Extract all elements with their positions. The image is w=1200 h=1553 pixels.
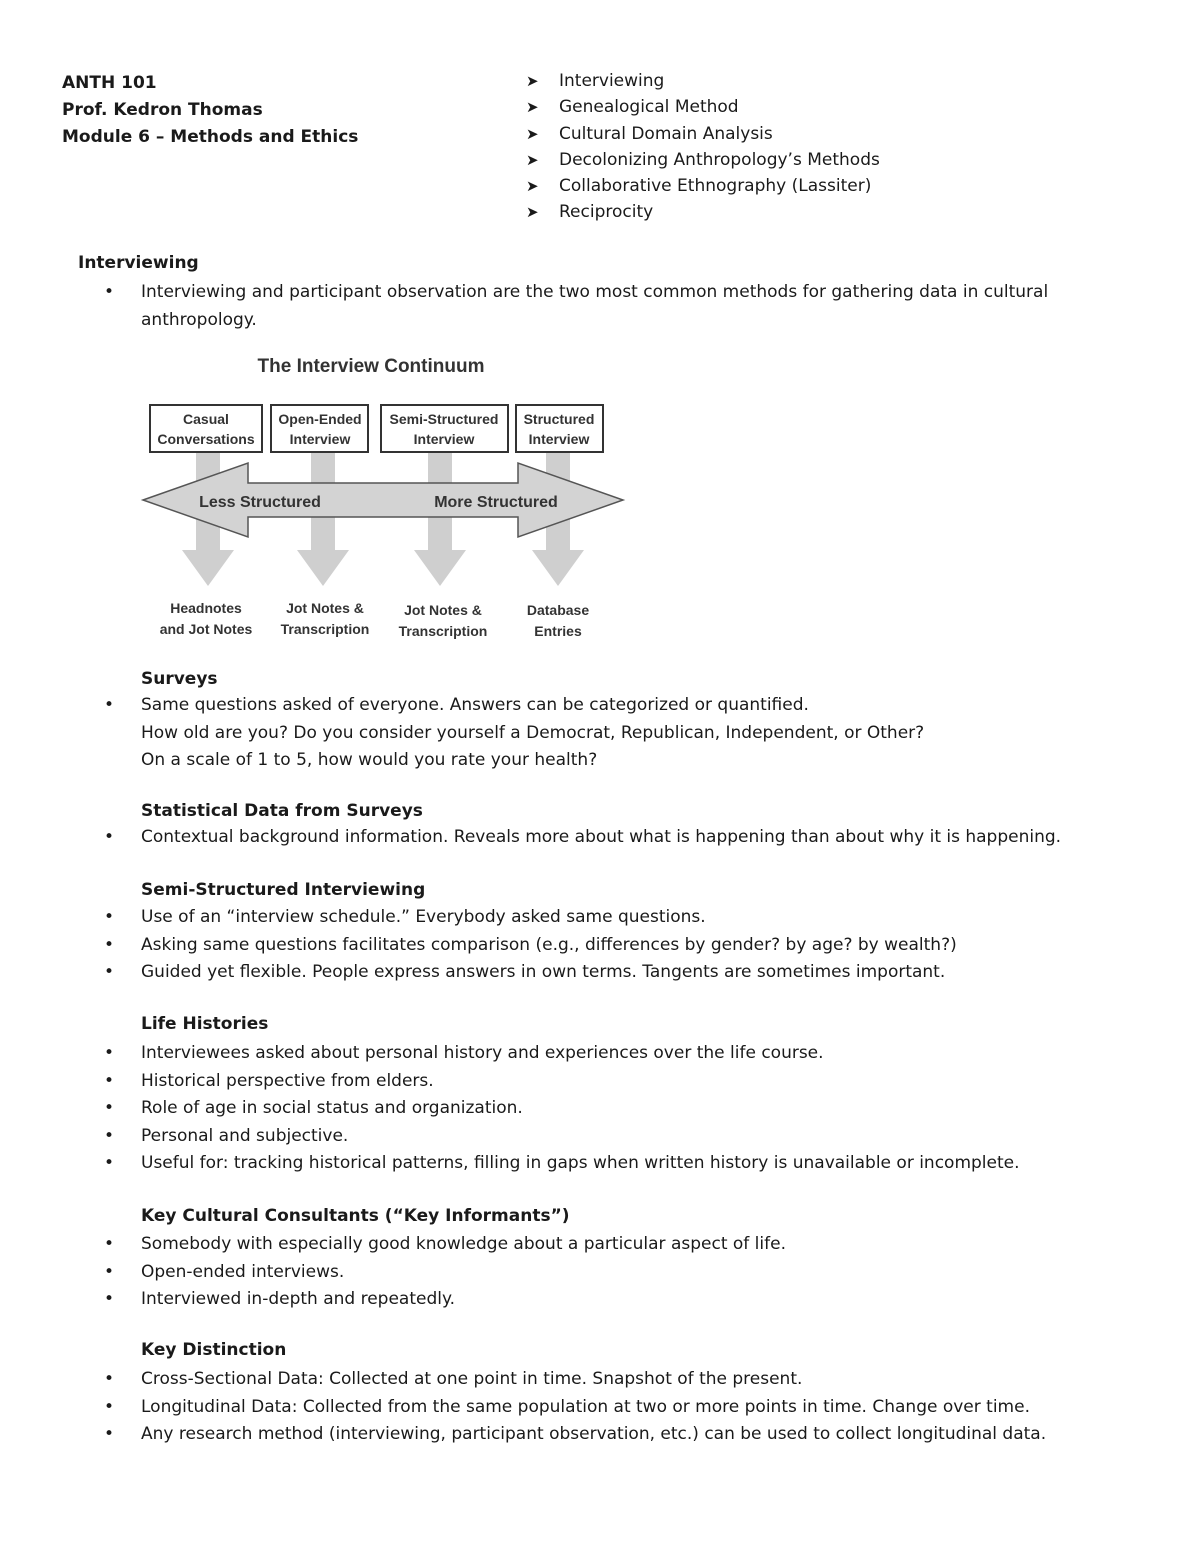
key-consultants-bullets <box>104 1231 1164 1314</box>
box-label: Conversations <box>157 431 255 447</box>
list-item: • Interviewed in-depth and repeatedly. <box>104 1289 456 1309</box>
list-item: • Interviewing and participant observation are the two most common methods for gathering data in cultural anthropology. <box>104 282 1049 330</box>
topic-list <box>526 68 880 226</box>
topic-item: ➤ Collaborative Ethnography (Lassiter) <box>526 173 880 199</box>
course-code: ANTH 101 <box>62 73 157 93</box>
list-item: • Use of an “interview schedule.” Everybody asked same questions. <box>104 907 706 927</box>
statistical-heading: Statistical Data from Surveys <box>141 801 423 821</box>
arrow-bullet-icon: ➤ <box>526 72 539 90</box>
output-label: Entries <box>534 623 582 639</box>
output-label: Headnotes <box>170 600 242 616</box>
list-item: • Interviewees asked about personal history and experiences over the life course. <box>104 1043 824 1063</box>
box-label: Interview <box>528 431 590 447</box>
more-structured-label: More Structured <box>434 494 558 511</box>
semi-structured-bullets <box>104 904 1164 987</box>
box-label: Interview <box>413 431 475 447</box>
topic-item: ➤ Cultural Domain Analysis <box>526 121 880 147</box>
box-label: Structured <box>523 411 595 427</box>
list-item: • Open-ended interviews. <box>104 1261 345 1282</box>
box-label: Open-Ended <box>278 411 362 427</box>
output-label: Jot Notes & <box>286 600 364 616</box>
survey-example-line: On a scale of 1 to 5, how would you rate your health? <box>141 750 598 770</box>
life-histories-bullets <box>104 1040 1164 1178</box>
topic-item: ➤ Reciprocity <box>526 199 880 225</box>
key-distinction-heading: Key Distinction <box>141 1340 287 1360</box>
life-histories-heading: Life Histories <box>141 1014 269 1034</box>
topic-item: ➤ Interviewing <box>526 68 880 94</box>
less-structured-label: Less Structured <box>199 494 321 511</box>
list-item: • Same questions asked of everyone. Answers can be categorized or quantified. <box>104 695 809 715</box>
list-item: • Cross-Sectional Data: Collected at one point in time. Snapshot of the present. <box>104 1369 803 1389</box>
survey-example-line: How old are you? Do you consider yourself a Democrat, Republican, Independent, or Other? <box>141 722 925 743</box>
key-distinction-bullets <box>104 1366 1164 1449</box>
key-consultants-heading: Key Cultural Consultants (“Key Informants”) <box>141 1206 570 1226</box>
output-label: Database <box>526 602 590 618</box>
arrow-bullet-icon: ➤ <box>526 203 539 222</box>
arrow-bullet-icon: ➤ <box>526 177 539 196</box>
arrow-bullet-icon: ➤ <box>526 150 539 169</box>
output-label: Jot Notes & <box>404 602 482 618</box>
output-label: and Jot Notes <box>159 621 253 637</box>
output-label: Transcription <box>398 623 488 639</box>
box-label: Interview <box>289 431 351 447</box>
module-title: Module 6 – Methods and Ethics <box>62 127 359 147</box>
interview-continuum-diagram <box>138 350 638 650</box>
list-item: • Useful for: tracking historical patterns, filling in gaps when written history is unavailable or incomplete. <box>104 1153 1020 1173</box>
list-item: • Role of age in social status and organization. <box>104 1098 523 1118</box>
interviewing-heading: Interviewing <box>78 253 199 273</box>
down-arrow-icon <box>414 450 466 586</box>
surveys-bullets <box>104 692 1164 775</box>
surveys-heading: Surveys <box>141 669 218 689</box>
box-label: Casual <box>183 411 229 427</box>
semi-structured-heading: Semi-Structured Interviewing <box>141 880 426 900</box>
topic-item: ➤ Decolonizing Anthropology’s Methods <box>526 147 880 173</box>
interviewing-bullets <box>104 279 1064 334</box>
list-item: • Asking same questions facilitates comparison (e.g., differences by gender? by age? by wealth?) <box>104 934 957 955</box>
list-item: • Historical perspective from elders. <box>104 1070 434 1091</box>
professor-name: Prof. Kedron Thomas <box>62 100 263 120</box>
topic-item: ➤ Genealogical Method <box>526 94 880 120</box>
arrow-bullet-icon: ➤ <box>526 124 539 143</box>
document-header <box>62 70 358 151</box>
list-item: • Contextual background information. Reveals more about what is happening than about why it is happening. <box>104 827 1062 847</box>
down-arrow-icon <box>297 450 349 586</box>
list-item: • Somebody with especially good knowledge about a particular aspect of life. <box>104 1234 786 1254</box>
list-item: • Guided yet flexible. People express answers in own terms. Tangents are sometimes important. <box>104 962 946 982</box>
output-label: Transcription <box>280 621 370 637</box>
list-item: • Personal and subjective. <box>104 1125 349 1146</box>
diagram-title: The Interview Continuum <box>257 356 485 377</box>
statistical-bullets <box>104 824 1164 852</box>
list-item: • Longitudinal Data: Collected from the same population at two or more points in time. Change over time. <box>104 1396 1030 1417</box>
box-label: Semi-Structured <box>389 411 499 427</box>
list-item: • Any research method (interviewing, participant observation, etc.) can be used to collect longitudinal data. <box>104 1424 1047 1444</box>
arrow-bullet-icon: ➤ <box>526 98 539 117</box>
